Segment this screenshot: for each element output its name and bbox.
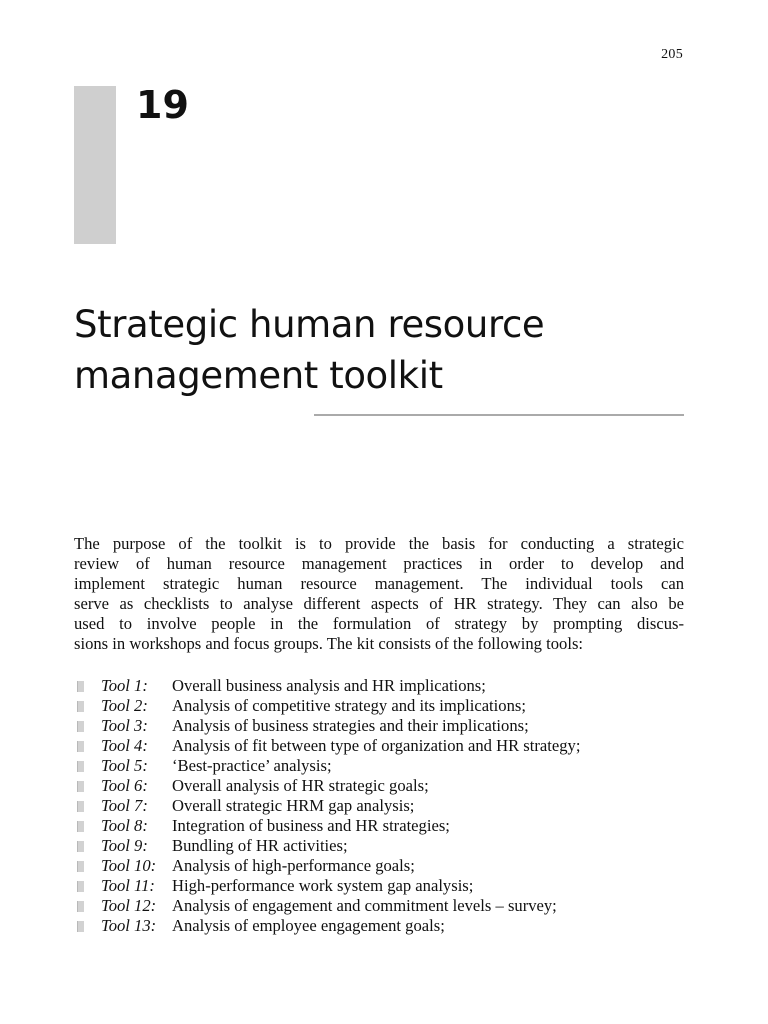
intro-line: used to involve people in the formulation of strategy by prompting discus-	[74, 614, 684, 633]
tool-list-item	[74, 856, 694, 876]
title-divider	[314, 414, 684, 416]
tool-description: Analysis of engagement and commitment levels – survey;	[172, 896, 557, 915]
chapter-marker-bar	[74, 86, 116, 244]
tool-label: Tool 6:	[101, 776, 148, 795]
tool-description: Analysis of competitive strategy and its implications;	[172, 696, 526, 715]
chapter-title-line-2: management toolkit	[74, 354, 443, 397]
tool-description: Overall strategic HRM gap analysis;	[172, 796, 415, 815]
chapter-number: 19	[136, 83, 189, 127]
tool-list-item	[74, 896, 694, 916]
bullet-icon	[77, 841, 84, 852]
tool-list-item	[74, 756, 694, 776]
tool-label: Tool 13:	[101, 916, 157, 935]
tool-list-item	[74, 676, 694, 696]
tool-label: Tool 12:	[101, 896, 157, 915]
intro-line: The purpose of the toolkit is to provide the basis for conducting a strategic	[74, 534, 684, 553]
bullet-icon	[77, 801, 84, 812]
tool-list-item	[74, 776, 694, 796]
tool-list-item	[74, 836, 694, 856]
tool-label: Tool 8:	[101, 816, 148, 835]
tool-description: Overall business analysis and HR implications;	[172, 676, 486, 695]
tool-label: Tool 5:	[101, 756, 148, 775]
tool-list-item	[74, 696, 694, 716]
bullet-icon	[77, 821, 84, 832]
intro-line: sions in workshops and focus groups. The kit consists of the following tools:	[74, 634, 584, 653]
bullet-icon	[77, 781, 84, 792]
tool-list-item	[74, 916, 694, 936]
tool-description: Integration of business and HR strategies;	[172, 816, 450, 835]
bullet-icon	[77, 701, 84, 712]
tool-list-item	[74, 816, 694, 836]
bullet-icon	[77, 861, 84, 872]
chapter-title-line-1: Strategic human resource	[74, 303, 545, 346]
intro-line: serve as checklists to analyse different aspects of HR strategy. They can also be	[74, 594, 684, 613]
tool-label: Tool 3:	[101, 716, 148, 735]
tool-description: Analysis of business strategies and their implications;	[172, 716, 529, 735]
tool-description: ‘Best-practice’ analysis;	[172, 756, 332, 775]
bullet-icon	[77, 921, 84, 932]
tool-label: Tool 9:	[101, 836, 148, 855]
tool-description: Analysis of employee engagement goals;	[172, 916, 445, 935]
tool-list-item	[74, 796, 694, 816]
intro-line: review of human resource management practices in order to develop and	[74, 554, 684, 573]
tool-list-item	[74, 736, 694, 756]
chapter-title	[74, 299, 694, 401]
bullet-icon	[77, 741, 84, 752]
tool-label: Tool 7:	[101, 796, 148, 815]
bullet-icon	[77, 901, 84, 912]
tool-description: High-performance work system gap analysis;	[172, 876, 474, 895]
tool-label: Tool 4:	[101, 736, 148, 755]
tool-description: Overall analysis of HR strategic goals;	[172, 776, 429, 795]
tool-description: Analysis of fit between type of organization and HR strategy;	[172, 736, 581, 755]
tool-list-item	[74, 876, 694, 896]
page-number: 205	[661, 47, 683, 62]
tool-label: Tool 11:	[101, 876, 155, 895]
bullet-icon	[77, 761, 84, 772]
intro-line: implement strategic human resource management. The individual tools can	[74, 574, 684, 593]
tool-description: Analysis of high-performance goals;	[172, 856, 415, 875]
tool-description: Bundling of HR activities;	[172, 836, 348, 855]
bullet-icon	[77, 881, 84, 892]
tool-label: Tool 1:	[101, 676, 148, 695]
bullet-icon	[77, 681, 84, 692]
tool-label: Tool 2:	[101, 696, 148, 715]
tool-list	[74, 676, 694, 936]
bullet-icon	[77, 721, 84, 732]
tool-label: Tool 10:	[101, 856, 157, 875]
intro-paragraph	[74, 534, 684, 654]
tool-list-item	[74, 716, 694, 736]
